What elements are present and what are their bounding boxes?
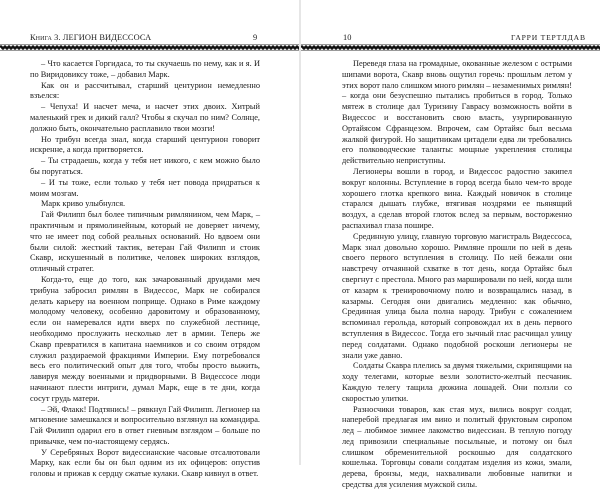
page-number: 9: [253, 33, 258, 42]
paragraph: Как он и рассчитывал, старший центурион немедленно взъелся:: [30, 80, 260, 101]
paragraph: – Чепуха! И насчет меча, и насчет этих двоих. Хитрый маленький грек и дикий галл? Чтобы я скучал по ним? Солнце, должно быть, окончательно расплавило твои мозги!: [30, 102, 260, 133]
paragraph: У Серебряных Ворот видессианские часовые отсалютовали Марку, как если бы он был одним из их офицеров: опустив головы и прижав к сердцу сжатые кулаки. Скавр кивнул в ответ.: [30, 447, 260, 479]
paragraph: Когда-то, еще до того, как зачарованный друидами меч трибуна забросил римлян в Видессос, Марк не собирался делать карьеру на военном поприще. Однако в Риме каждому молодому человеку, особенно даровитому и образованному, если он намеревался идти вверх по служебной лестнице, необходимо прослужить несколько лет в армии. Теперь же Скавр превратился в капитана наемников и со своим отрядом служил раздираемой фракциями Империи. Ему потребовался весь его политический опыт для того, чтобы просто выжить, лавируя между военными и придворными. В Видессосе люди начинают плести интриги, думал Марк, еще в те дни, когда сосут грудь матери.: [30, 274, 260, 403]
paragraph: Солдаты Скавра плелись за двумя тяжелыми, скрипящими на ходу телегами, которые везли золотисто-желтый песчаник. Каждую телегу тащила дюжина лошадей. Они ползли со скоростью улитки.: [342, 361, 572, 403]
ornamental-rule: [0, 44, 299, 51]
right-page: [300, 0, 600, 490]
paragraph: Срединную улицу, главную торговую магистраль Видессоса, Марк знал довольно хорошо. Римляне прошли по ней в день своего первого вступления в столицу. По ней бежали они навстречу отчаянной схватке в тот день, когда Ортайяс был свергнут с престола. Много раз маршировали по ней, когда шли от казарм к тренировочному полю и возвращались назад, в казармы. Сегодня они двигались медленно: как обычно, Срединная улица была полна народу. Трибун с сожалением вспоминал герольда, который сопровождал их в день первого вступления в Видессос. Тогда его зычный глас расчищал улицу перед солдатами. Однако подобной роскоши легионеры не знали уже давно.: [342, 231, 572, 360]
left-page: [0, 0, 300, 479]
paragraph: – Эй, Флакк! Подтянись! – рявкнул Гай Филипп. Легионер на мгновение замешкался и вопросительно взглянул на командира. Гай Филипп одарил его в ответ гневным взглядом – больше по привычке, чем по-настоящему сердясь.: [30, 404, 260, 446]
paragraph: Легионеры вошли в город, и Видессос радостно закипел вокруг колонны. Вступление в город всегда было чем-то вроде хорошего глотка крепкого вина. Каждый новичок в столице старался дышать глубже, втягивая ноздрями ее пьянящий воздух, а сделав второй глоток вслед за первым, восторженно распахивал глаза пошире.: [342, 166, 572, 230]
page-body: [342, 59, 572, 491]
paragraph: – Ты страдаешь, когда у тебя нет никого, с кем можно было бы поругаться.: [30, 156, 260, 176]
paragraph: Гай Филипп был более типичным римлянином, чем Марк, – практичным и прямолинейным, который не доверяет ничему, что не имеет под собой реальных оснований. Но вдвоем они были силой: жесткий тактик, ветеран Гай Филипп и стоик Скавр, искушенный в политике, человек широких взглядов, отличный стратег.: [30, 210, 260, 274]
paragraph: – И ты тоже, если только у тебя нет повода придраться к моим мозгам.: [30, 177, 260, 198]
paragraph: – Что касается Горгидаса, то ты скучаешь по нему, как и я. И по Виридовиксу тоже, – добавил Марк.: [30, 59, 260, 79]
paragraph: Марк криво улыбнулся.: [41, 199, 126, 209]
paragraph: Переведя глаза на громадные, окованные железом с острыми шипами ворота, Скавр вновь ощутил горечь: прошлым летом у этих ворот пало слишком много римлян – незаменимых римлян! – когда они безуспешно пытались пробиться в город. Только мятеж в столице дал Туризину Гаврасу возможность войти в Видессос и восстановить свою власть, узурпированную Ортайясом Сфранцезом. Впрочем, сам Ортайяс был весьма жалкой фигурой. Но защитникам цитадели едва ли требовались его полководческие таланты: мощные укрепления столицы действительно неприступны.: [342, 59, 573, 166]
page-number: 10: [343, 33, 352, 42]
page-body: [30, 59, 260, 480]
ornamental-rule: [301, 44, 600, 51]
paragraph: Разносчики товаров, как стая мух, вились вокруг солдат, наперебой предлагая им вино и политый фруктовым сиропом лед – любимое зимнее лакомство видессиан. В теплую погоду лед привозили специальные посыльные, и потому он был слишком обременительной роскошью для солдатского кошелька. Торговцы совали солдатам изделия из кожи, эмали, дерева, бронзы, меди, нахваливали любовные напитки и средства для усиления мужской силы.: [342, 404, 572, 490]
running-head-title: Книга 3. ЛЕГИОН ВИДЕССОСА: [30, 33, 152, 42]
paragraph: Но трибун всегда знал, когда старший центурион говорит искренне, а когда притворяется.: [30, 134, 260, 155]
running-head-title: ГАРРИ ТЕРТЛДАВ: [511, 33, 586, 42]
